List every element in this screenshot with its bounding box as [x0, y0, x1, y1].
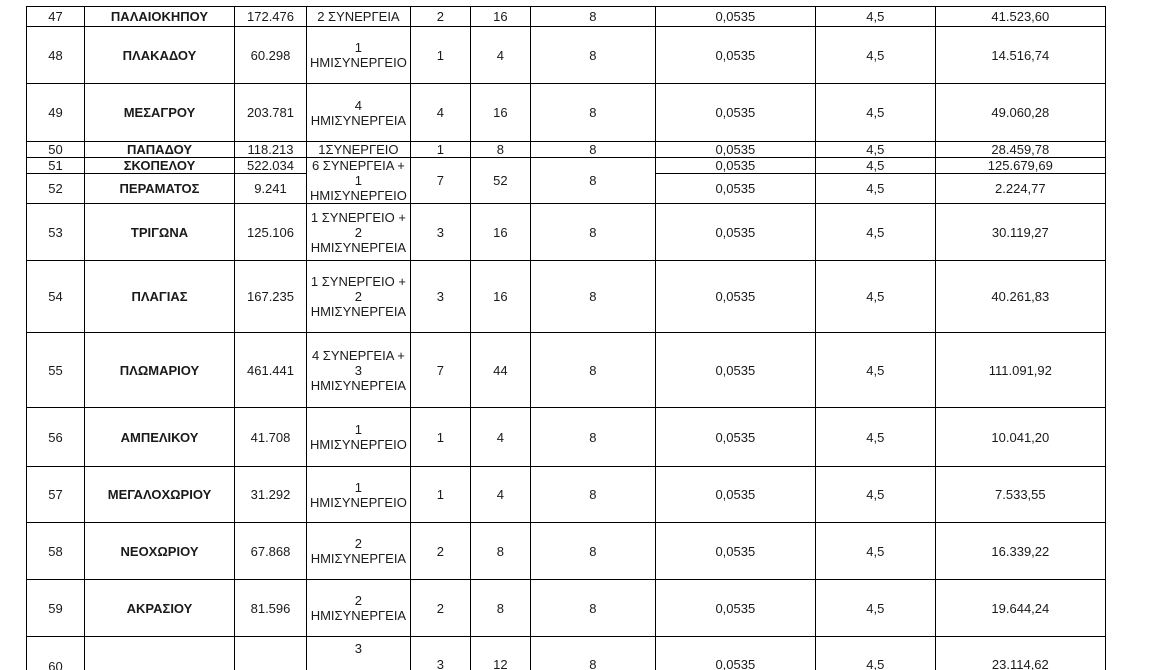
amount-value: 10.041,20	[935, 408, 1105, 467]
table-row	[27, 158, 1106, 174]
hours-value: 8	[530, 142, 655, 158]
population-value: 31.292	[235, 467, 307, 523]
hours-value: 8	[530, 580, 655, 637]
row-number: 59	[27, 580, 85, 637]
row-number: 48	[27, 27, 85, 84]
factor-value: 4,5	[815, 204, 935, 261]
amount-value: 30.119,27	[935, 204, 1105, 261]
rate-value: 0,0535	[655, 142, 815, 158]
crew-count: 2	[410, 580, 470, 637]
factor-value: 4,5	[815, 333, 935, 408]
amount-value: 111.091,92	[935, 333, 1105, 408]
community-name: ΑΚΡΑΣΙΟΥ	[85, 580, 235, 637]
rate-value: 0,0535	[655, 261, 815, 333]
hours-value: 8	[530, 204, 655, 261]
rate-value: 0,0535	[655, 174, 815, 204]
factor-value: 4,5	[815, 408, 935, 467]
workers-count: 16	[470, 7, 530, 27]
hours-value: 8	[530, 467, 655, 523]
population-value	[235, 637, 307, 670]
amount-value: 41.523,60	[935, 7, 1105, 27]
population-value: 167.235	[235, 261, 307, 333]
community-name: ΠΕΡΑΜΑΤΟΣ	[85, 174, 235, 204]
crew-count: 2	[410, 523, 470, 580]
population-value: 60.298	[235, 27, 307, 84]
amount-value: 16.339,22	[935, 523, 1105, 580]
community-name: ΠΛΑΓΙΑΣ	[85, 261, 235, 333]
community-name	[85, 637, 235, 670]
amount-value: 125.679,69	[935, 158, 1105, 174]
crew-count: 4	[410, 84, 470, 142]
rate-value: 0,0535	[655, 637, 815, 670]
crew-description: 1ΣΥΝΕΡΓΕΙΟ	[307, 142, 411, 158]
workers-count: 4	[470, 408, 530, 467]
crew-description: 4 ΣΥΝΕΡΓΕΙΑ + 3 ΗΜΙΣΥΝΕΡΓΕΙΑ	[307, 333, 411, 408]
workers-count: 16	[470, 84, 530, 142]
workers-count: 44	[470, 333, 530, 408]
allocation-table	[26, 6, 1106, 670]
amount-value: 40.261,83	[935, 261, 1105, 333]
crew-count: 1	[410, 142, 470, 158]
row-number: 57	[27, 467, 85, 523]
factor-value: 4,5	[815, 637, 935, 670]
workers-count: 8	[470, 523, 530, 580]
factor-value: 4,5	[815, 523, 935, 580]
crew-description: 1 ΣΥΝΕΡΓΕΙΟ + 2 ΗΜΙΣΥΝΕΡΓΕΙΑ	[307, 261, 411, 333]
workers-count: 4	[470, 27, 530, 84]
population-value: 67.868	[235, 523, 307, 580]
row-number: 52	[27, 174, 85, 204]
crew-description: 2 ΗΜΙΣΥΝΕΡΓΕΙΑ	[307, 580, 411, 637]
workers-count: 12	[470, 637, 530, 670]
rate-value: 0,0535	[655, 158, 815, 174]
crew-description: 1 ΗΜΙΣΥΝΕΡΓΕΙΟ	[307, 27, 411, 84]
workers-count: 52	[470, 158, 530, 204]
crew-description: 2 ΣΥΝΕΡΓΕΙΑ	[307, 7, 411, 27]
workers-count: 8	[470, 580, 530, 637]
row-number: 51	[27, 158, 85, 174]
crew-description: 6 ΣΥΝΕΡΓΕΙΑ + 1 ΗΜΙΣΥΝΕΡΓΕΙΟ	[307, 158, 411, 204]
crew-count: 3	[410, 261, 470, 333]
factor-value: 4,5	[815, 27, 935, 84]
factor-value: 4,5	[815, 467, 935, 523]
crew-description: 2 ΗΜΙΣΥΝΕΡΓΕΙΑ	[307, 523, 411, 580]
crew-count: 2	[410, 7, 470, 27]
crew-count: 7	[410, 333, 470, 408]
rate-value: 0,0535	[655, 84, 815, 142]
hours-value: 8	[530, 523, 655, 580]
population-value: 118.213	[235, 142, 307, 158]
community-name: ΜΕΓΑΛΟΧΩΡΙΟΥ	[85, 467, 235, 523]
crew-count: 1	[410, 27, 470, 84]
hours-value: 8	[530, 637, 655, 670]
table-row	[27, 637, 1106, 670]
crew-description: 3	[307, 637, 411, 670]
crew-count: 3	[410, 637, 470, 670]
hours-value: 8	[530, 158, 655, 204]
rate-value: 0,0535	[655, 333, 815, 408]
crew-count: 1	[410, 408, 470, 467]
crew-count: 1	[410, 467, 470, 523]
row-number: 49	[27, 84, 85, 142]
table-row	[27, 84, 1106, 142]
rate-value: 0,0535	[655, 467, 815, 523]
amount-value: 14.516,74	[935, 27, 1105, 84]
hours-value: 8	[530, 7, 655, 27]
amount-value: 2.224,77	[935, 174, 1105, 204]
community-name: ΑΜΠΕΛΙΚΟΥ	[85, 408, 235, 467]
factor-value: 4,5	[815, 84, 935, 142]
population-value: 461.441	[235, 333, 307, 408]
rate-value: 0,0535	[655, 27, 815, 84]
hours-value: 8	[530, 261, 655, 333]
crew-description: 1 ΣΥΝΕΡΓΕΙΟ + 2 ΗΜΙΣΥΝΕΡΓΕΙΑ	[307, 204, 411, 261]
factor-value: 4,5	[815, 174, 935, 204]
population-value: 81.596	[235, 580, 307, 637]
table-row	[27, 7, 1106, 27]
workers-count: 8	[470, 142, 530, 158]
table-row	[27, 467, 1106, 523]
community-name: ΠΑΠΑΔΟΥ	[85, 142, 235, 158]
amount-value: 19.644,24	[935, 580, 1105, 637]
hours-value: 8	[530, 84, 655, 142]
table-row	[27, 333, 1106, 408]
amount-value: 7.533,55	[935, 467, 1105, 523]
workers-count: 16	[470, 261, 530, 333]
population-value: 125.106	[235, 204, 307, 261]
workers-count: 4	[470, 467, 530, 523]
crew-count: 7	[410, 158, 470, 204]
community-name: ΠΛΑΚΑΔΟΥ	[85, 27, 235, 84]
workers-count: 16	[470, 204, 530, 261]
rate-value: 0,0535	[655, 204, 815, 261]
hours-value: 8	[530, 27, 655, 84]
table-row	[27, 580, 1106, 637]
row-number: 60	[27, 637, 85, 670]
community-name: ΝΕΟΧΩΡΙΟΥ	[85, 523, 235, 580]
row-number: 54	[27, 261, 85, 333]
crew-description: 1 ΗΜΙΣΥΝΕΡΓΕΙΟ	[307, 408, 411, 467]
factor-value: 4,5	[815, 142, 935, 158]
table-row	[27, 523, 1106, 580]
table-row	[27, 142, 1106, 158]
population-value: 41.708	[235, 408, 307, 467]
rate-value: 0,0535	[655, 7, 815, 27]
row-number: 55	[27, 333, 85, 408]
row-number: 50	[27, 142, 85, 158]
population-value: 522.034	[235, 158, 307, 174]
community-name: ΠΑΛΑΙΟΚΗΠΟΥ	[85, 7, 235, 27]
row-number: 58	[27, 523, 85, 580]
population-value: 203.781	[235, 84, 307, 142]
table-row	[27, 204, 1106, 261]
factor-value: 4,5	[815, 261, 935, 333]
population-value: 172.476	[235, 7, 307, 27]
rate-value: 0,0535	[655, 523, 815, 580]
amount-value: 23.114,62	[935, 637, 1105, 670]
row-number: 56	[27, 408, 85, 467]
community-name: ΜΕΣΑΓΡΟΥ	[85, 84, 235, 142]
amount-value: 49.060,28	[935, 84, 1105, 142]
factor-value: 4,5	[815, 158, 935, 174]
hours-value: 8	[530, 408, 655, 467]
community-name: ΤΡΙΓΩΝΑ	[85, 204, 235, 261]
table-row	[27, 408, 1106, 467]
hours-value: 8	[530, 333, 655, 408]
population-value: 9.241	[235, 174, 307, 204]
factor-value: 4,5	[815, 7, 935, 27]
factor-value: 4,5	[815, 580, 935, 637]
crew-description: 4 ΗΜΙΣΥΝΕΡΓΕΙΑ	[307, 84, 411, 142]
rate-value: 0,0535	[655, 408, 815, 467]
row-number: 53	[27, 204, 85, 261]
table-row	[27, 27, 1106, 84]
crew-description: 1 ΗΜΙΣΥΝΕΡΓΕΙΟ	[307, 467, 411, 523]
community-name: ΣΚΟΠΕΛΟΥ	[85, 158, 235, 174]
row-number: 47	[27, 7, 85, 27]
community-name: ΠΛΩΜΑΡΙΟΥ	[85, 333, 235, 408]
rate-value: 0,0535	[655, 580, 815, 637]
crew-count: 3	[410, 204, 470, 261]
table-row	[27, 261, 1106, 333]
amount-value: 28.459,78	[935, 142, 1105, 158]
